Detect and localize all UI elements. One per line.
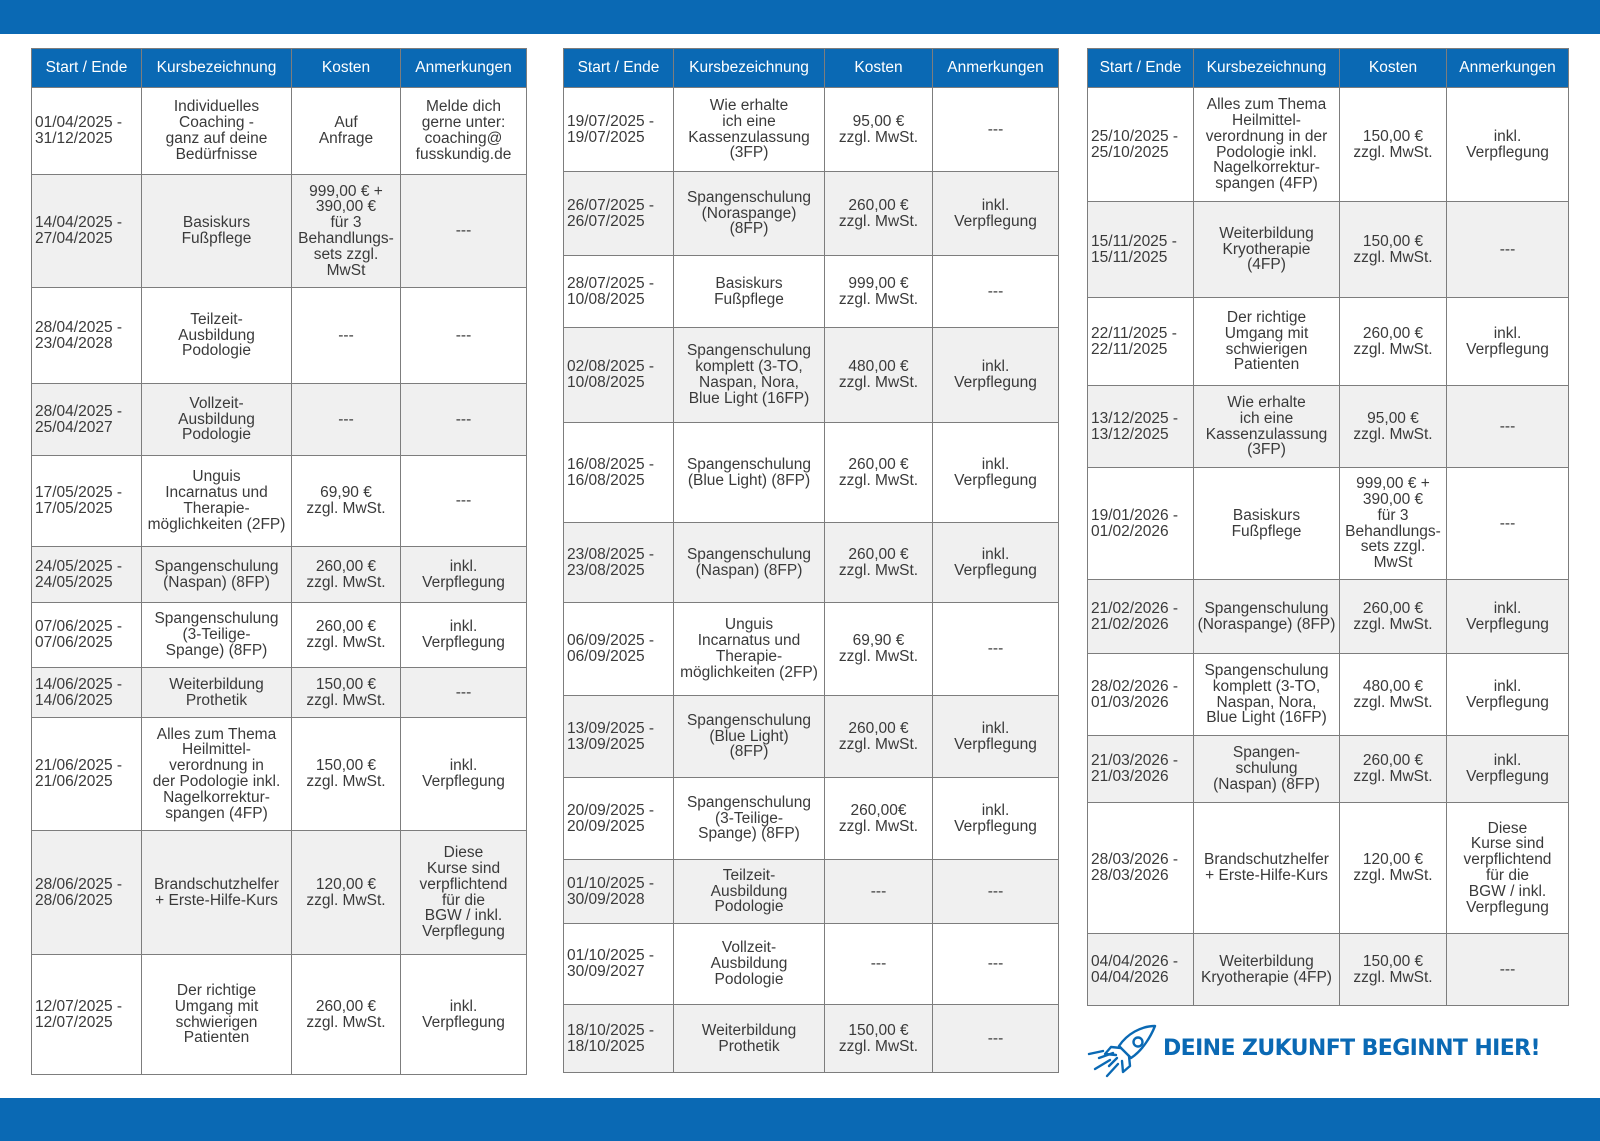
course-name-cell: Spangen- schulung (Naspan) (8FP): [1194, 736, 1340, 803]
note-cell: ---: [401, 456, 527, 547]
header-cost: Kosten: [292, 49, 401, 88]
cost-cell: 150,00 € zzgl. MwSt.: [292, 718, 401, 831]
date-cell: 25/10/2025 - 25/10/2025: [1088, 88, 1194, 202]
course-name-cell: Spangenschulung komplett (3-TO, Naspan, Nora, Blue Light (16FP): [1194, 654, 1340, 736]
course-table-3: [1087, 48, 1569, 1006]
note-cell: inkl. Verpflegung: [1447, 736, 1569, 803]
header-course-name: Kursbezeichnung: [1194, 49, 1340, 88]
bottom-banner: [0, 1098, 1600, 1141]
note-cell: inkl. Verpflegung: [933, 523, 1059, 603]
table-row: [1088, 468, 1569, 580]
note-cell: inkl. Verpflegung: [401, 955, 527, 1075]
course-name-cell: Der richtige Umgang mit schwierigen Patienten: [142, 955, 292, 1075]
course-name-cell: Weiterbildung Kryotherapie (4FP): [1194, 202, 1340, 298]
cost-cell: 260,00 € zzgl. MwSt.: [1340, 736, 1447, 803]
table-row: [1088, 298, 1569, 386]
cost-cell: 69,90 € zzgl. MwSt.: [292, 456, 401, 547]
date-cell: 21/02/2026 - 21/02/2026: [1088, 580, 1194, 654]
table-row: [32, 718, 527, 831]
table-row: [564, 523, 1059, 603]
header-course-name: Kursbezeichnung: [142, 49, 292, 88]
note-cell: inkl. Verpflegung: [1447, 298, 1569, 386]
cost-cell: ---: [292, 384, 401, 456]
note-cell: inkl. Verpflegung: [401, 603, 527, 668]
note-cell: ---: [933, 1005, 1059, 1073]
cost-cell: 150,00 € zzgl. MwSt.: [1340, 88, 1447, 202]
table-row: [1088, 934, 1569, 1006]
table-row: [32, 384, 527, 456]
rocket-icon: [1083, 1020, 1163, 1080]
date-cell: 19/07/2025 - 19/07/2025: [564, 88, 674, 172]
cost-cell: 260,00 € zzgl. MwSt.: [1340, 580, 1447, 654]
cost-cell: 260,00 € zzgl. MwSt.: [292, 547, 401, 603]
date-cell: 15/11/2025 - 15/11/2025: [1088, 202, 1194, 298]
table-row: [564, 88, 1059, 172]
course-name-cell: Wie erhalte ich eine Kassenzulassung (3FP): [1194, 386, 1340, 468]
date-cell: 23/08/2025 - 23/08/2025: [564, 523, 674, 603]
cost-cell: 150,00 € zzgl. MwSt.: [292, 668, 401, 718]
course-name-cell: Wie erhalte ich eine Kassenzulassung (3FP): [674, 88, 825, 172]
course-name-cell: Brandschutzhelfer + Erste-Hilfe-Kurs: [142, 831, 292, 955]
note-cell: ---: [1447, 468, 1569, 580]
date-cell: 01/04/2025 - 31/12/2025: [32, 88, 142, 175]
table-row: [564, 696, 1059, 778]
table-row: [1088, 386, 1569, 468]
table-row: [1088, 654, 1569, 736]
date-cell: 16/08/2025 - 16/08/2025: [564, 423, 674, 523]
table-row: [32, 88, 527, 175]
table-row: [1088, 803, 1569, 934]
course-name-cell: Individuelles Coaching - ganz auf deine Bedürfnisse: [142, 88, 292, 175]
cost-cell: 999,00 € zzgl. MwSt.: [825, 256, 933, 328]
course-name-cell: Spangenschulung (Blue Light) (8FP): [674, 423, 825, 523]
date-cell: 24/05/2025 - 24/05/2025: [32, 547, 142, 603]
top-banner: [0, 0, 1600, 34]
table-row: [1088, 202, 1569, 298]
date-cell: 13/12/2025 - 13/12/2025: [1088, 386, 1194, 468]
cost-cell: ---: [825, 924, 933, 1005]
table-row: [564, 256, 1059, 328]
header-start-end: Start / Ende: [32, 49, 142, 88]
note-cell: inkl. Verpflegung: [1447, 88, 1569, 202]
date-cell: 20/09/2025 - 20/09/2025: [564, 778, 674, 860]
date-cell: 28/04/2025 - 25/04/2027: [32, 384, 142, 456]
table-row: [32, 831, 527, 955]
header-notes: Anmerkungen: [1447, 49, 1569, 88]
note-cell: ---: [401, 288, 527, 384]
note-cell: ---: [933, 256, 1059, 328]
course-name-cell: Der richtige Umgang mit schwierigen Patienten: [1194, 298, 1340, 386]
course-table-1: [31, 48, 527, 1075]
note-cell: ---: [933, 860, 1059, 924]
date-cell: 04/04/2026 - 04/04/2026: [1088, 934, 1194, 1006]
date-cell: 17/05/2025 - 17/05/2025: [32, 456, 142, 547]
cost-cell: 260,00 € zzgl. MwSt.: [825, 523, 933, 603]
course-name-cell: Spangenschulung (Blue Light) (8FP): [674, 696, 825, 778]
note-cell: ---: [1447, 386, 1569, 468]
course-name-cell: Vollzeit- Ausbildung Podologie: [674, 924, 825, 1005]
course-name-cell: Spangenschulung (Noraspange) (8FP): [674, 172, 825, 256]
date-cell: 07/06/2025 - 07/06/2025: [32, 603, 142, 668]
date-cell: 14/04/2025 - 27/04/2025: [32, 175, 142, 288]
table-row: [1088, 580, 1569, 654]
course-name-cell: Weiterbildung Prothetik: [142, 668, 292, 718]
note-cell: ---: [401, 668, 527, 718]
table-row: [564, 328, 1059, 423]
note-cell: inkl. Verpflegung: [1447, 654, 1569, 736]
table-row: [564, 778, 1059, 860]
cost-cell: 95,00 € zzgl. MwSt.: [825, 88, 933, 172]
course-name-cell: Vollzeit- Ausbildung Podologie: [142, 384, 292, 456]
note-cell: inkl. Verpflegung: [401, 547, 527, 603]
table-row: [32, 456, 527, 547]
date-cell: 19/01/2026 - 01/02/2026: [1088, 468, 1194, 580]
cost-cell: 999,00 € + 390,00 € für 3 Behandlungs- sets zzgl. MwSt: [1340, 468, 1447, 580]
cost-cell: 260,00 € zzgl. MwSt.: [825, 172, 933, 256]
course-name-cell: Alles zum Thema Heilmittel- verordnung in der Podologie inkl. Nagelkorrektur- spangen (4FP): [1194, 88, 1340, 202]
cost-cell: 260,00 € zzgl. MwSt.: [292, 955, 401, 1075]
table-row: [32, 288, 527, 384]
cost-cell: ---: [292, 288, 401, 384]
course-name-cell: Spangenschulung (Naspan) (8FP): [674, 523, 825, 603]
date-cell: 28/06/2025 - 28/06/2025: [32, 831, 142, 955]
table-row: [32, 547, 527, 603]
cost-cell: 95,00 € zzgl. MwSt.: [1340, 386, 1447, 468]
cost-cell: 150,00 € zzgl. MwSt.: [1340, 202, 1447, 298]
date-cell: 01/10/2025 - 30/09/2028: [564, 860, 674, 924]
course-name-cell: Basiskurs Fußpflege: [1194, 468, 1340, 580]
course-name-cell: Brandschutzhelfer + Erste-Hilfe-Kurs: [1194, 803, 1340, 934]
table-row: [564, 860, 1059, 924]
table-row: [564, 603, 1059, 696]
note-cell: inkl. Verpflegung: [401, 718, 527, 831]
table-row: [564, 924, 1059, 1005]
table-row: [32, 175, 527, 288]
cost-cell: 120,00 € zzgl. MwSt.: [292, 831, 401, 955]
date-cell: 13/09/2025 - 13/09/2025: [564, 696, 674, 778]
date-cell: 28/07/2025 - 10/08/2025: [564, 256, 674, 328]
date-cell: 28/03/2026 - 28/03/2026: [1088, 803, 1194, 934]
slogan-text: DEINE ZUKUNFT BEGINNT HIER!: [1163, 1036, 1540, 1061]
cost-cell: 260,00 € zzgl. MwSt.: [825, 423, 933, 523]
cost-cell: 260,00 € zzgl. MwSt.: [1340, 298, 1447, 386]
date-cell: 22/11/2025 - 22/11/2025: [1088, 298, 1194, 386]
cost-cell: Auf Anfrage: [292, 88, 401, 175]
header-notes: Anmerkungen: [401, 49, 527, 88]
note-cell: Melde dich gerne unter: coaching@ fusskundig.de: [401, 88, 527, 175]
cost-cell: 480,00 € zzgl. MwSt.: [1340, 654, 1447, 736]
course-name-cell: Alles zum Thema Heilmittel- verordnung in der Podologie inkl. Nagelkorrektur- spangen (4FP): [142, 718, 292, 831]
table-row: [32, 955, 527, 1075]
course-name-cell: Unguis Incarnatus und Therapie- möglichkeiten (2FP): [674, 603, 825, 696]
course-table-2: [563, 48, 1059, 1073]
note-cell: inkl. Verpflegung: [933, 423, 1059, 523]
note-cell: Diese Kurse sind verpflichtend für die BGW / inkl. Verpflegung: [1447, 803, 1569, 934]
course-name-cell: Basiskurs Fußpflege: [674, 256, 825, 328]
note-cell: ---: [401, 384, 527, 456]
date-cell: 28/04/2025 - 23/04/2028: [32, 288, 142, 384]
table-row: [1088, 736, 1569, 803]
note-cell: ---: [933, 88, 1059, 172]
date-cell: 06/09/2025 - 06/09/2025: [564, 603, 674, 696]
date-cell: 14/06/2025 - 14/06/2025: [32, 668, 142, 718]
date-cell: 12/07/2025 - 12/07/2025: [32, 955, 142, 1075]
table-row: [32, 603, 527, 668]
header-course-name: Kursbezeichnung: [674, 49, 825, 88]
date-cell: 21/03/2026 - 21/03/2026: [1088, 736, 1194, 803]
header-notes: Anmerkungen: [933, 49, 1059, 88]
course-name-cell: Weiterbildung Kryotherapie (4FP): [1194, 934, 1340, 1006]
slogan: [1083, 1020, 1573, 1080]
course-name-cell: Spangenschulung (Noraspange) (8FP): [1194, 580, 1340, 654]
note-cell: ---: [1447, 934, 1569, 1006]
table-row: [564, 423, 1059, 523]
date-cell: 21/06/2025 - 21/06/2025: [32, 718, 142, 831]
date-cell: 01/10/2025 - 30/09/2027: [564, 924, 674, 1005]
table-row: [564, 1005, 1059, 1073]
note-cell: ---: [401, 175, 527, 288]
cost-cell: 999,00 € + 390,00 € für 3 Behandlungs- sets zzgl. MwSt: [292, 175, 401, 288]
note-cell: inkl. Verpflegung: [933, 172, 1059, 256]
table-row: [564, 172, 1059, 256]
cost-cell: 260,00€ zzgl. MwSt.: [825, 778, 933, 860]
course-name-cell: Basiskurs Fußpflege: [142, 175, 292, 288]
note-cell: ---: [933, 603, 1059, 696]
cost-cell: 480,00 € zzgl. MwSt.: [825, 328, 933, 423]
date-cell: 26/07/2025 - 26/07/2025: [564, 172, 674, 256]
table-row: [32, 668, 527, 718]
course-name-cell: Spangenschulung komplett (3-TO, Naspan, Nora, Blue Light (16FP): [674, 328, 825, 423]
note-cell: inkl. Verpflegung: [933, 778, 1059, 860]
header-cost: Kosten: [1340, 49, 1447, 88]
course-name-cell: Spangenschulung (Naspan) (8FP): [142, 547, 292, 603]
cost-cell: 150,00 € zzgl. MwSt.: [1340, 934, 1447, 1006]
date-cell: 02/08/2025 - 10/08/2025: [564, 328, 674, 423]
course-name-cell: Teilzeit- Ausbildung Podologie: [674, 860, 825, 924]
date-cell: 18/10/2025 - 18/10/2025: [564, 1005, 674, 1073]
course-name-cell: Weiterbildung Prothetik: [674, 1005, 825, 1073]
course-name-cell: Unguis Incarnatus und Therapie- möglichkeiten (2FP): [142, 456, 292, 547]
cost-cell: 260,00 € zzgl. MwSt.: [292, 603, 401, 668]
cost-cell: ---: [825, 860, 933, 924]
table-row: [1088, 88, 1569, 202]
date-cell: 28/02/2026 - 01/03/2026: [1088, 654, 1194, 736]
course-name-cell: Spangenschulung (3-Teilige- Spange) (8FP): [142, 603, 292, 668]
cost-cell: 69,90 € zzgl. MwSt.: [825, 603, 933, 696]
header-cost: Kosten: [825, 49, 933, 88]
note-cell: Diese Kurse sind verpflichtend für die BGW / inkl. Verpflegung: [401, 831, 527, 955]
cost-cell: 260,00 € zzgl. MwSt.: [825, 696, 933, 778]
note-cell: ---: [933, 924, 1059, 1005]
header-start-end: Start / Ende: [1088, 49, 1194, 88]
note-cell: inkl. Verpflegung: [1447, 580, 1569, 654]
course-name-cell: Spangenschulung (3-Teilige- Spange) (8FP): [674, 778, 825, 860]
cost-cell: 150,00 € zzgl. MwSt.: [825, 1005, 933, 1073]
course-name-cell: Teilzeit- Ausbildung Podologie: [142, 288, 292, 384]
note-cell: ---: [1447, 202, 1569, 298]
header-start-end: Start / Ende: [564, 49, 674, 88]
note-cell: inkl. Verpflegung: [933, 328, 1059, 423]
cost-cell: 120,00 € zzgl. MwSt.: [1340, 803, 1447, 934]
note-cell: inkl. Verpflegung: [933, 696, 1059, 778]
